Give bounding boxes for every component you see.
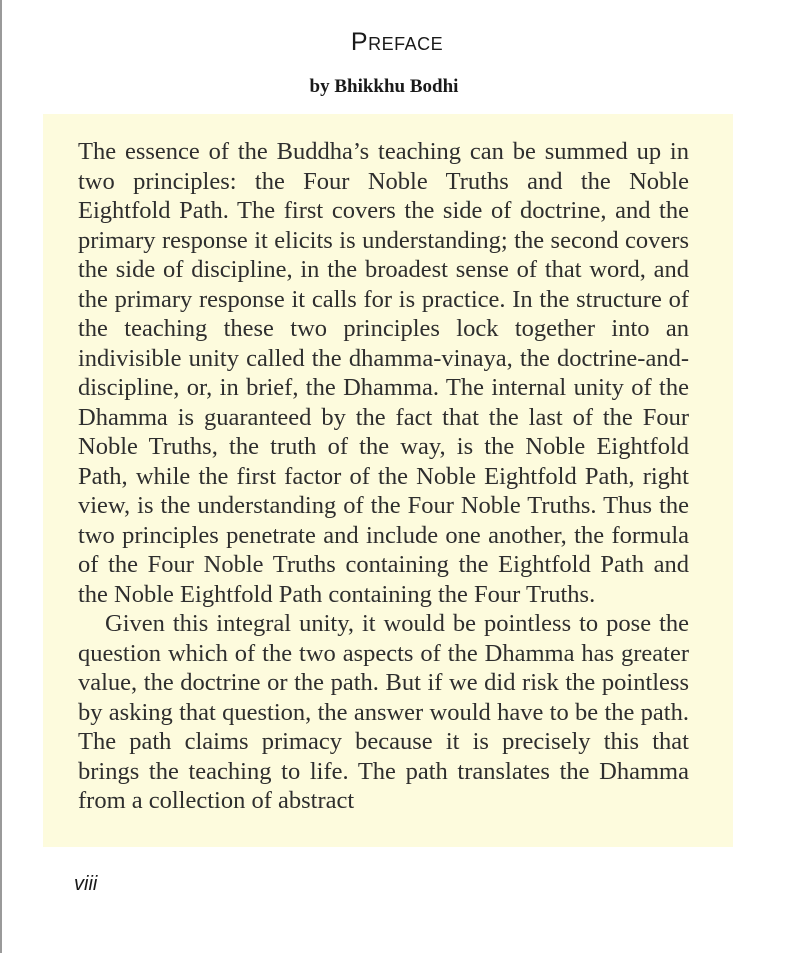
author-byline: by Bhikkhu Bodhi bbox=[309, 76, 459, 97]
page-edge-rule bbox=[0, 0, 2, 953]
page-number: viii bbox=[74, 873, 98, 895]
paragraph-1: The essence of the Buddha’s teaching can be summed up in two principles: the Four Noble Truths and the Noble Eightfold Path. The first covers the side of doctrine, and the primary response it elicits is understanding; the second covers the side of discipline, in the broadest sense of that word, and the primary response it calls for is practice. In the structure of the teaching these two principles lock together into an indivisible unity called the dhamma-vinaya, the doctrine-and-discipline, or, in brief, the Dhamma. The internal unity of the Dhamma is guaranteed by the fact that the last of the Four Noble Truths, the truth of the way, is the Noble Eightfold Path, while the first factor of the Noble Eightfold Path, right view, is the understanding of the Four Noble Truths. Thus the two principles penetrate and include one another, the formula of the Four Noble Truths containing the Eightfold Path and the Noble Eightfold Path containing the Four Truths. bbox=[78, 138, 689, 608]
body-text bbox=[78, 137, 689, 816]
page-title: Preface bbox=[350, 28, 444, 56]
paragraph-2: Given this integral unity, it would be pointless to pose the question which of the two aspects of the Dhamma has greater value, the doctrine or the path. But if we did risk the pointless by asking that question, the answer would have to be the path. The path claims primacy because it is precisely this that brings the teaching to life. The path translates the Dhamma from a collection of abstract bbox=[78, 610, 689, 814]
